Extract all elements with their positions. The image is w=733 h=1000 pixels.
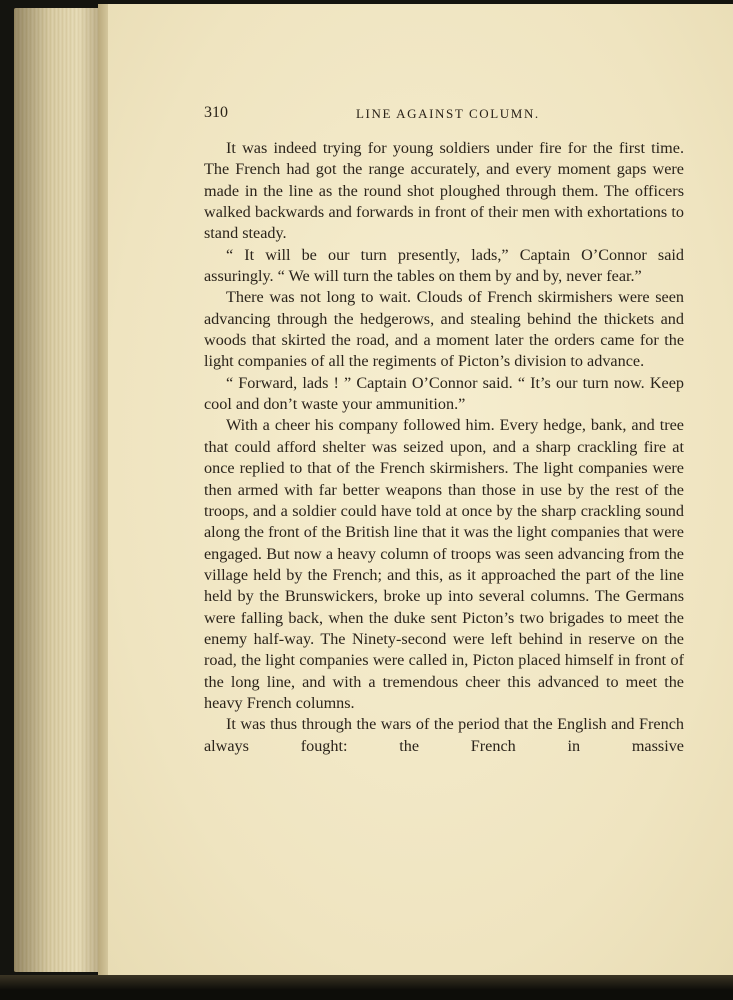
paragraph: “ Forward, lads ! ” Captain O’Connor said. “ It’s our turn now. Keep cool and don’t waste your ammunition.” <box>204 373 684 414</box>
paragraph: It was indeed trying for young soldiers under fire for the first time. The French had got the range accurately, and every moment gaps were made in the line as the round shot ploughed through them. The officers walked backwards and forwards in front of their men with exhortations to stand steady. <box>204 139 684 243</box>
paragraph: “ It will be our turn presently, lads,” Captain O’Connor said assuringly. “ We will turn the tables on them by and by, never fear.” <box>204 245 684 286</box>
paragraph: There was not long to wait. Clouds of French skirmishers were seen advancing through the hedgerows, and stealing behind the thickets and woods that skirted the road, and a moment later the orders came for the light companies of all the regiments of Picton’s division to advance. <box>204 288 684 371</box>
paragraph: It was thus through the wars of the period that the English and French always fought: the French in massive <box>204 715 684 755</box>
page-number: 310 <box>204 104 228 121</box>
running-head: LINE AGAINST COLUMN. <box>356 106 540 121</box>
page-header <box>204 104 684 128</box>
body-text <box>204 138 684 757</box>
bottom-shadow <box>0 975 733 1000</box>
paragraph: With a cheer his company followed him. Every hedge, bank, and tree that could afford shelter was seized upon, and a sharp crackling fire at once replied to that of the French skirmishers. The light companies were then armed with far better weapons than those in use by the rest of the troops, and a soldier could have told at once by the sharp crackling sound along the front of the British line that it was the light companies that were engaged. But now a heavy column of troops was seen advancing from the village held by the French; and this, as it approached the part of the line held by the Brunswickers, broke up into several columns. The Germans were falling back, when the duke sent Picton’s two brigades to meet the enemy half-way. The Ninety-second were left behind in reserve on the road, the light companies were called in, Picton placed himself in front of the long line, and with a tremendous cheer this advanced to meet the heavy French columns. <box>204 416 684 712</box>
page-edges-shading <box>14 8 106 972</box>
